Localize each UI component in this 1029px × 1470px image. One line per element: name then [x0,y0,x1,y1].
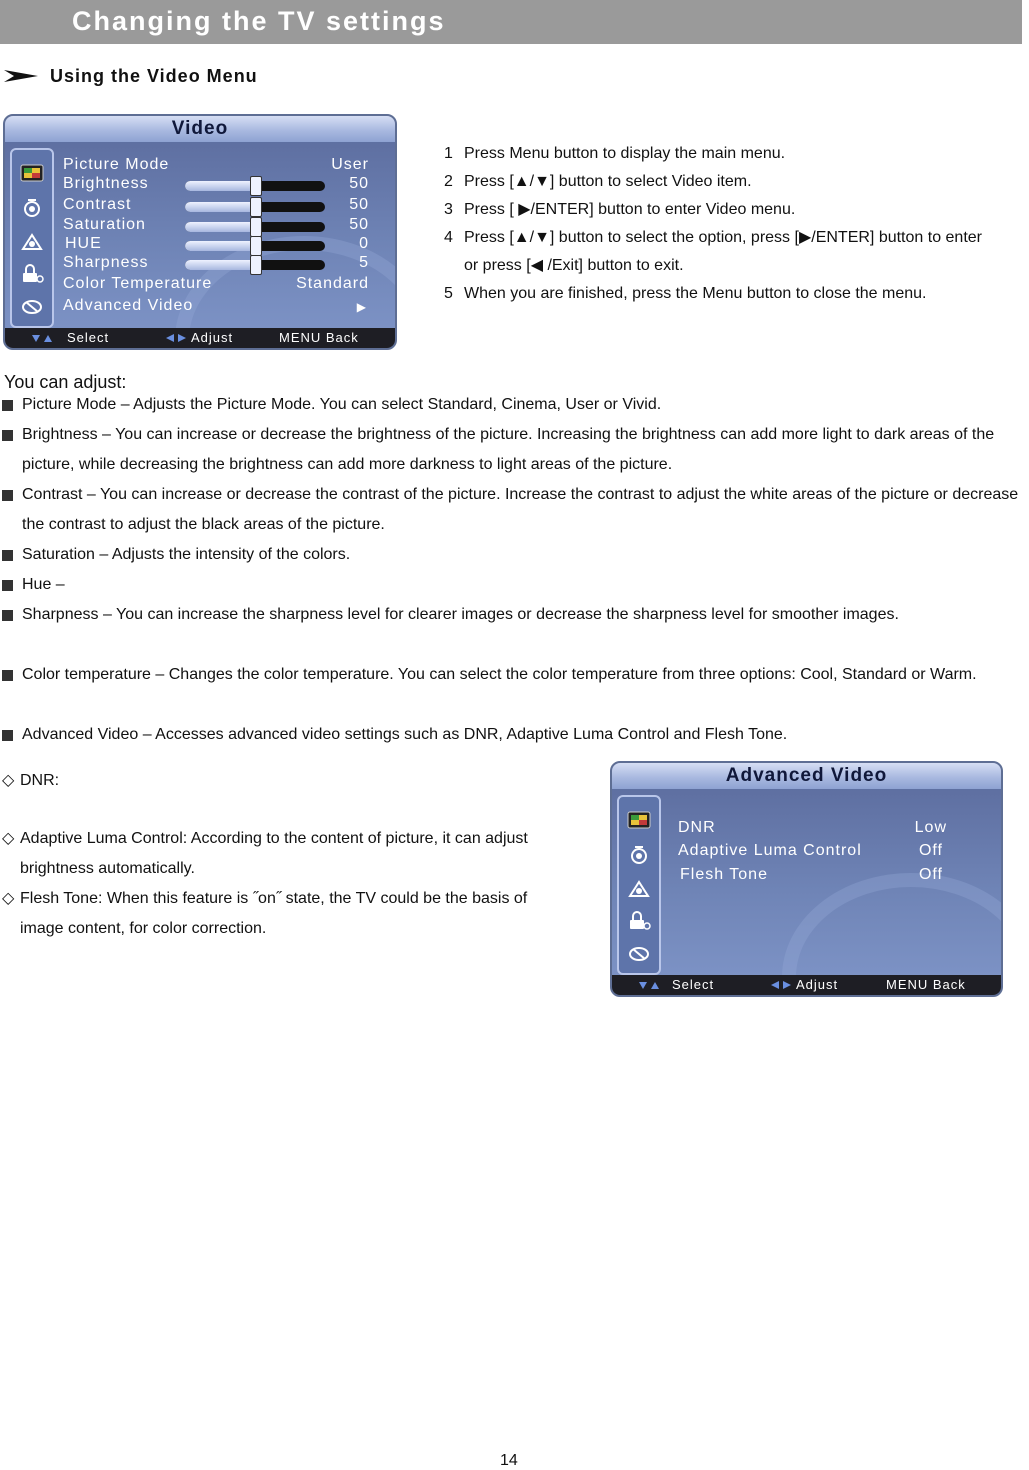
page-header-bar [0,0,1022,44]
picture-mode-label[interactable]: Picture Mode [63,156,170,173]
hue-value[interactable]: 0 [359,235,369,252]
advanced-video-osd [610,761,1003,997]
bullet-text: Saturation – Adjusts the intensity of the colors. [22,546,351,563]
brightness-slider-fill [185,181,255,191]
step-text: Press Menu button to display the main menu. [464,145,786,162]
advanced-menu-footer [612,975,1001,995]
video-menu-title: Video [5,116,395,142]
bullet-square-icon [2,730,13,741]
step-text: Press [▲/▼] button to select Video item. [464,173,752,190]
menu-category-sidebar [10,148,54,328]
setup-icon[interactable] [20,232,44,252]
diamond-bullet-icon: ◇ [2,772,15,789]
lock-icon[interactable] [20,264,44,284]
adjust-heading: You can adjust: [4,372,127,392]
page-number: 14 [500,1452,518,1469]
step-number: 2 [444,173,453,190]
adaptive-luma-value[interactable]: Off [918,842,943,859]
brightness-value[interactable]: 50 [349,175,369,192]
brightness-slider[interactable] [185,181,325,191]
note-text: Adaptive Luma Control: According to the content of picture, it can adjust brightness automatically. [20,830,528,877]
bullet-square-icon [2,580,13,591]
adjust-hint: Adjust [796,977,839,992]
bullet-text: Advanced Video – Accesses advanced video settings such as DNR, Adaptive Luma Control and Flesh Tone. [22,726,788,743]
tv-picture-icon[interactable] [627,811,651,831]
adjust-hint: Adjust [191,330,234,345]
section-title: Using the Video Menu [50,66,258,86]
contrast-slider-fill [185,202,255,212]
brightness-label[interactable]: Brightness [63,175,149,192]
dnr-label[interactable]: DNR [678,819,716,836]
bullet-square-icon [2,490,13,501]
note-text: Flesh Tone: When this feature is ˝on˝ state, the TV could be the basis of image content, for color correction. [20,890,528,937]
sharpness-slider-handle[interactable] [250,255,262,275]
up-down-arrows-icon [638,980,660,990]
hue-label[interactable]: HUE [65,235,102,252]
saturation-slider-handle[interactable] [250,217,262,237]
page-title: Changing the TV settings [72,6,446,36]
bullet-square-icon [2,670,13,681]
diamond-bullet-icon: ◇ [2,890,15,907]
adaptive-luma-label[interactable]: Adaptive Luma Control [678,842,862,859]
dnr-value[interactable]: Low [914,819,947,836]
channel-icon[interactable] [20,296,44,316]
bullet-text: Hue – [22,576,65,593]
contrast-slider-handle[interactable] [250,197,262,217]
step-text: Press [▲/▼] button to select the option, press [▶/ENTER] button to enter [464,229,982,246]
flesh-tone-label[interactable]: Flesh Tone [680,866,768,883]
saturation-value[interactable]: 50 [349,216,369,233]
bullet-text: Contrast – You can increase or decrease the contrast of the picture. Increase the contrast to adjust the white areas of the picture or decrease the contrast to adjust the black areas of the picture. [22,486,1019,533]
left-right-arrows-icon [165,333,187,343]
bullet-square-icon [2,550,13,561]
select-hint: Select [67,330,110,345]
hue-slider[interactable] [185,241,325,251]
step-number: 4 [444,229,453,246]
sharpness-slider[interactable] [185,260,325,270]
arrow-pointer-icon [4,68,40,84]
saturation-slider[interactable] [185,222,325,232]
step-text: Press [ ▶/ENTER] button to enter Video menu. [464,201,796,218]
left-right-arrows-icon [770,980,792,990]
bullet-text: Color temperature – Changes the color temperature. You can select the color temperature from three options: Cool, Standard or Warm. [22,666,977,683]
advanced-video-value[interactable]: ▶ [356,300,367,314]
menu-back-hint: MENU Back [886,977,966,992]
sharpness-value[interactable]: 5 [359,254,369,271]
saturation-slider-fill [185,222,255,232]
bullet-square-icon [2,610,13,621]
hue-slider-fill [185,241,255,251]
bullet-text: Picture Mode – Adjusts the Picture Mode. You can select Standard, Cinema, User or Vivid. [22,396,662,413]
menu-back-hint: MENU Back [279,330,359,345]
contrast-slider[interactable] [185,202,325,212]
hue-slider-handle[interactable] [250,236,262,256]
brightness-slider-handle[interactable] [250,176,262,196]
select-hint: Select [672,977,715,992]
channel-icon[interactable] [627,943,651,963]
video-menu-footer [5,328,395,348]
advanced-menu-title: Advanced Video [612,763,1001,789]
saturation-label[interactable]: Saturation [63,216,146,233]
video-menu-osd [3,114,397,350]
step-text: When you are finished, press the Menu button to close the menu. [464,285,927,302]
audio-icon[interactable] [627,845,651,865]
sharpness-slider-fill [185,260,255,270]
lock-icon[interactable] [627,911,651,931]
diamond-bullet-icon: ◇ [2,830,15,847]
color-temperature-value[interactable]: Standard [296,275,369,292]
bullet-text: Brightness – You can increase or decrease the brightness of the picture. Increasing the brightness can add more light to dark areas of the picture, while decreasing the brightness can add more darkness to light areas of the picture. [22,426,995,473]
flesh-tone-value[interactable]: Off [918,866,943,883]
up-down-arrows-icon [31,333,53,343]
note-text: DNR: [20,772,60,789]
step-text: or press [◀ /Exit] button to exit. [464,257,684,274]
tv-picture-icon[interactable] [20,164,44,184]
step-number: 3 [444,201,453,218]
sharpness-label[interactable]: Sharpness [63,254,149,271]
color-temperature-label[interactable]: Color Temperature [63,275,213,292]
contrast-value[interactable]: 50 [349,196,369,213]
picture-mode-value[interactable]: User [331,156,369,173]
step-number: 1 [444,145,453,162]
bullet-square-icon [2,430,13,441]
contrast-label[interactable]: Contrast [63,196,132,213]
audio-icon[interactable] [20,198,44,218]
setup-icon[interactable] [627,879,651,899]
menu-category-sidebar [617,795,661,975]
bullet-square-icon [2,400,13,411]
advanced-video-label[interactable]: Advanced Video [63,297,194,314]
bullet-text: Sharpness – You can increase the sharpness level for clearer images or decrease the sharpness level for smoother images. [22,606,899,623]
step-number: 5 [444,285,453,302]
